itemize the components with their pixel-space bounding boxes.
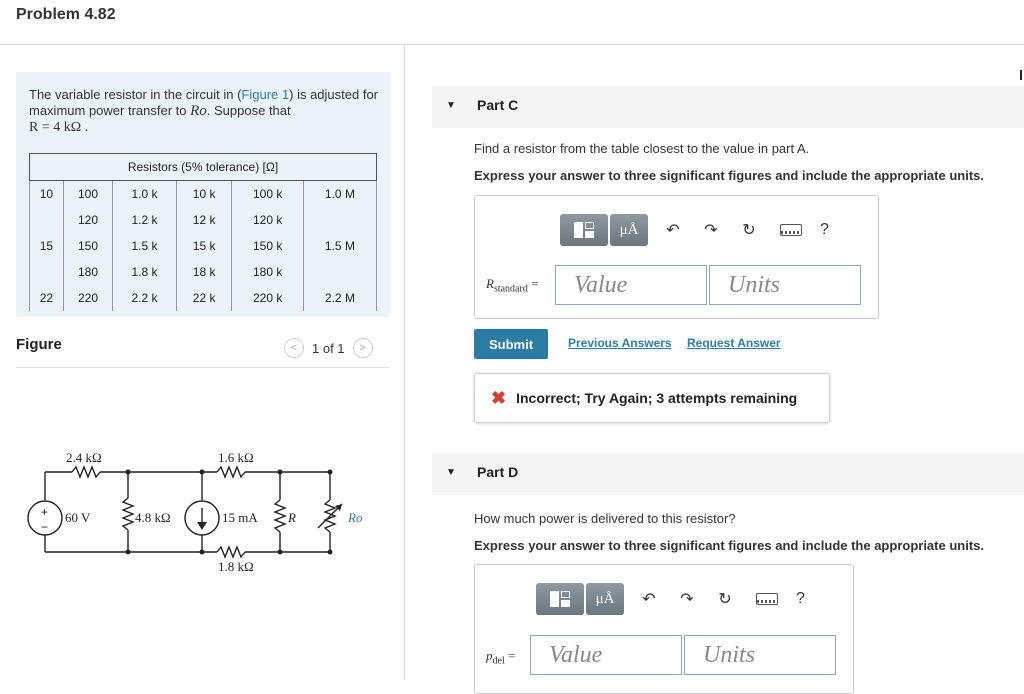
redo-icon[interactable]: ↷ [704,222,718,239]
table-cell: 120 [63,207,112,233]
ro-label: Ro [348,510,363,525]
equals-sign: = [507,648,516,663]
figure-heading: Figure [16,336,62,353]
table-cell: 150 [63,233,112,259]
table-cell: 15 k [176,233,232,259]
table-row [30,181,377,207]
current-source-label: 15 mA [222,510,258,525]
table-row [30,207,377,233]
redo-icon[interactable]: ↷ [680,591,694,608]
table-cell: 2.2 M [303,285,376,311]
part-c-prompt: Find a resistor from the table closest to the value in part A. [474,141,810,156]
part-d-instruction: Express your answer to three significant figures and include the appropriate units. [474,538,984,553]
r-standard-label [486,276,538,295]
table-cell: 100 [63,181,112,207]
template-icon [550,591,570,607]
keyboard-icon[interactable] [780,224,802,236]
figure-link[interactable]: Figure 1 [241,87,290,102]
table-caption: Resistors (5% tolerance) [Ω] [30,154,377,181]
intro-text-3: . Suppose that [206,103,291,118]
collapse-triangle-icon[interactable]: ▼ [446,467,456,478]
reset-icon[interactable]: ↻ [718,591,732,608]
undo-icon[interactable]: ↶ [666,222,680,239]
table-cell: 12 k [176,207,232,233]
r-value: R = 4 kΩ . [29,120,89,135]
table-cell: 1.0 k [113,181,177,207]
undo-icon[interactable]: ↶ [642,591,656,608]
feedback-text: Incorrect; Try Again; 3 attempts remaining [516,390,798,406]
figure-divider [16,367,390,368]
r4-label: 4.8 kΩ [135,510,171,525]
part-d-header[interactable] [432,453,1024,495]
circuit-diagram [30,440,363,590]
table-cell: 22 [30,285,64,311]
collapse-triangle-icon[interactable]: ▼ [446,100,456,111]
intro-text-2: ) is adjusted for maximum power transfer to [29,87,378,118]
table-cell: 10 [30,181,64,207]
table-cell [303,207,376,233]
next-figure-button[interactable]: > [353,338,373,358]
table-cell [30,259,64,285]
table-cell: 220 [63,285,112,311]
table-cell: 18 k [176,259,232,285]
r3-label: 1.8 kΩ [218,559,254,574]
column-divider [404,44,405,680]
figure-pager [284,338,373,358]
table-row [30,285,377,311]
p-del-sub: del [492,655,505,667]
feedback-message [474,373,830,423]
part-c-value-input[interactable]: Value [555,265,707,305]
table-cell: 1.2 k [113,207,177,233]
intro-text-1: The variable resistor in the circuit in ( [29,87,242,102]
table-cell: 120 k [232,207,303,233]
table-cell: 1.5 k [113,233,177,259]
figure-count: 1 of 1 [312,340,345,356]
table-cell: 10 k [176,181,232,207]
request-answer-link[interactable]: Request Answer [687,336,781,350]
scrollbar-tick[interactable] [1020,70,1022,80]
table-cell [30,207,64,233]
reset-icon[interactable]: ↻ [742,222,756,239]
table-cell: 100 k [232,181,303,207]
table-cell: 1.0 M [303,181,376,207]
r2-label: 1.6 kΩ [218,450,254,465]
plus-sign: + [41,505,49,519]
table-row [30,259,377,285]
minus-sign: − [41,520,49,534]
problem-intro [16,72,390,317]
submit-button[interactable]: Submit [474,329,548,359]
keyboard-icon[interactable] [756,593,778,605]
table-cell: 180 [63,259,112,285]
part-c-instruction: Express your answer to three significant figures and include the appropriate units. [474,168,984,183]
templates-button[interactable] [536,583,584,615]
table-cell: 220 k [232,285,303,311]
table-cell [303,259,376,285]
p-del-var: p [486,648,493,663]
r1-label: 2.4 kΩ [66,450,102,465]
part-d-value-input[interactable]: Value [530,635,682,675]
table-cell: 2.2 k [113,285,177,311]
help-icon[interactable]: ? [796,590,805,607]
intro-text [29,87,384,136]
header-divider [0,44,1024,45]
table-cell: 180 k [232,259,303,285]
voltage-source-label: 60 V [65,510,91,525]
previous-answers-link[interactable]: Previous Answers [568,336,672,350]
template-icon [574,222,594,238]
table-cell: 1.8 k [113,259,177,285]
r-standard-var: R [486,276,494,291]
units-button[interactable]: μÅ [586,583,624,615]
table-cell: 1.5 M [303,233,376,259]
part-d-toolbar [536,583,805,615]
p-del-label [486,648,515,667]
table-cell: 22 k [176,285,232,311]
table-cell: 15 [30,233,64,259]
resistor-table [29,153,377,311]
prev-figure-button[interactable]: < [284,338,304,358]
part-c-header[interactable] [432,86,1024,128]
r-standard-sub: standard [493,283,528,295]
r-label: R [288,510,296,525]
templates-button[interactable] [560,214,608,246]
units-button[interactable]: μÅ [610,214,648,246]
part-c-units-input[interactable]: Units [709,265,861,305]
ro-symbol: Ro [190,103,207,119]
part-c-label: Part C [477,97,519,113]
table-row [30,233,377,259]
part-d-label: Part D [477,464,519,480]
part-d-prompt: How much power is delivered to this resistor? [474,511,736,526]
equals-sign: = [531,276,539,291]
part-d-units-input[interactable]: Units [684,635,836,675]
error-x-icon: ✖ [491,387,507,408]
help-icon[interactable]: ? [820,221,829,238]
part-c-toolbar [560,214,829,246]
table-cell: 150 k [232,233,303,259]
page-title: Problem 4.82 [16,6,116,23]
